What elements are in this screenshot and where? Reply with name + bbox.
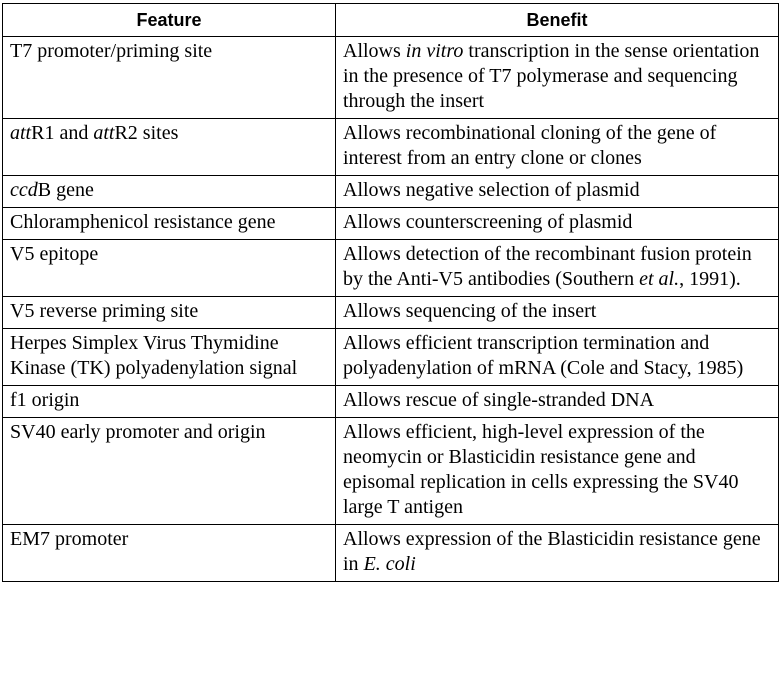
feature-cell	[3, 37, 336, 119]
table-body	[3, 37, 779, 582]
text-run: Allows efficient, high-level expression of the neomycin or Blasticidin resistance gene and episomal replication in cells expressing the SV40 large T antigen	[343, 421, 739, 518]
benefit-cell	[336, 525, 779, 582]
table-row	[3, 176, 779, 208]
text-run: Allows	[343, 40, 406, 62]
benefit-cell	[336, 329, 779, 386]
text-run: V5 reverse priming site	[10, 300, 199, 322]
italic-text-run: in vitro	[405, 40, 464, 62]
feature-cell	[3, 297, 336, 329]
italic-text-run: att	[93, 122, 115, 144]
text-run: R1 and	[31, 122, 94, 144]
feature-cell	[3, 386, 336, 418]
feature-cell	[3, 418, 336, 525]
feature-cell	[3, 240, 336, 297]
feature-benefit-table	[2, 3, 779, 582]
table-row	[3, 208, 779, 240]
text-run: transcription in the sense orientation in the presence of T7 polymerase and sequencing through the insert	[343, 40, 760, 112]
text-run: , 1991).	[679, 268, 741, 290]
text-run: Allows expression of the Blasticidin resistance gene in	[343, 528, 761, 575]
text-run: Allows efficient transcription termination and polyadenylation of mRNA (Cole and Stacy, 1985)	[343, 332, 744, 379]
table-row	[3, 418, 779, 525]
text-run: Allows rescue of single-stranded DNA	[343, 389, 655, 411]
text-run: B gene	[37, 179, 94, 201]
table-row	[3, 297, 779, 329]
benefit-cell	[336, 240, 779, 297]
text-run: Allows recombinational cloning of the gene of interest from an entry clone or clones	[343, 122, 717, 169]
benefit-cell	[336, 176, 779, 208]
text-run: f1 origin	[10, 389, 80, 411]
header-row	[3, 4, 779, 37]
text-run: V5 epitope	[10, 243, 99, 265]
table-row	[3, 119, 779, 176]
table-row	[3, 386, 779, 418]
text-run: Allows negative selection of plasmid	[343, 179, 640, 201]
table-row	[3, 240, 779, 297]
table-row	[3, 525, 779, 582]
benefit-cell	[336, 37, 779, 119]
text-run: Allows counterscreening of plasmid	[343, 211, 633, 233]
table-header	[3, 4, 779, 37]
table-row	[3, 329, 779, 386]
header-benefit: Benefit	[336, 4, 779, 37]
italic-text-run: ccd	[10, 179, 38, 201]
feature-cell	[3, 176, 336, 208]
feature-cell	[3, 208, 336, 240]
text-run: SV40 early promoter and origin	[10, 421, 266, 443]
text-run: R2 sites	[114, 122, 179, 144]
benefit-cell	[336, 119, 779, 176]
table-row	[3, 37, 779, 119]
benefit-cell	[336, 297, 779, 329]
italic-text-run: att	[10, 122, 32, 144]
italic-text-run: et al.	[639, 268, 680, 290]
benefit-cell	[336, 418, 779, 525]
benefit-cell	[336, 208, 779, 240]
text-run: Allows sequencing of the insert	[343, 300, 597, 322]
text-run: T7 promoter/priming site	[10, 40, 213, 62]
feature-cell	[3, 119, 336, 176]
feature-cell	[3, 525, 336, 582]
header-feature: Feature	[3, 4, 336, 37]
text-run: Chloramphenicol resistance gene	[10, 211, 276, 233]
text-run: Herpes Simplex Virus Thymidine Kinase (TK) polyadenylation signal	[10, 332, 298, 379]
feature-cell	[3, 329, 336, 386]
italic-text-run: E. coli	[363, 553, 416, 575]
text-run: Allows detection of the recombinant fusion protein by the Anti-V5 antibodies (Southern	[343, 243, 752, 290]
benefit-cell	[336, 386, 779, 418]
text-run: EM7 promoter	[10, 528, 129, 550]
